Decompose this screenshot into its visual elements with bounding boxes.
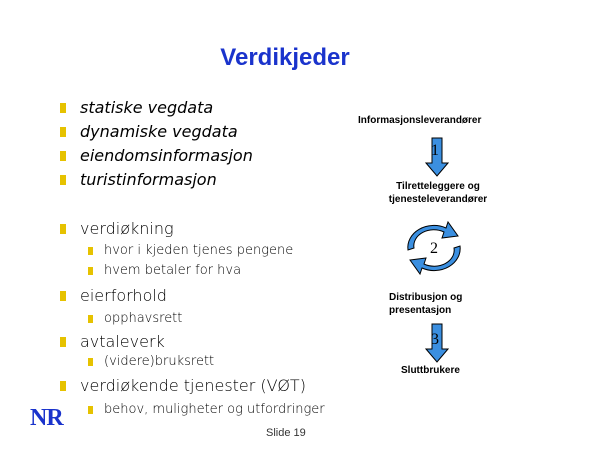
sub-list-item: behov, muligheter og utfordringer — [104, 402, 325, 417]
sub-list-item: opphavsrett — [104, 311, 183, 326]
step-number: 2 — [430, 240, 438, 257]
slide-title: Verdikjeder — [220, 44, 350, 71]
bullet-icon — [88, 247, 93, 255]
list-item: eierforhold — [80, 286, 167, 305]
list-item: eiendomsinformasjon — [80, 146, 253, 165]
step-number: 3 — [431, 331, 439, 348]
sub-list-item: (videre)bruksrett — [104, 354, 215, 369]
list-item: dynamiske vegdata — [80, 122, 238, 141]
bullet-icon — [88, 267, 93, 275]
diagram-label-end-users: Sluttbrukere — [401, 365, 460, 376]
bullet-icon — [60, 103, 66, 113]
list-item: statiske vegdata — [80, 98, 214, 117]
bullet-icon — [60, 291, 66, 301]
list-item: verdiøkende tjenester (VØT) — [80, 376, 306, 395]
diagram-label-distribution: Distribusjon og presentasjon — [389, 292, 463, 316]
list-item: avtaleverk — [80, 332, 165, 351]
list-item: verdiøkning — [80, 219, 174, 238]
bullet-icon — [60, 151, 66, 161]
diagram-label-providers: Informasjonsleverandører — [358, 115, 482, 126]
bullet-icon — [88, 315, 93, 323]
bullet-icon — [60, 381, 66, 391]
bullet-icon — [60, 224, 66, 234]
step-number: 1 — [431, 142, 439, 159]
bullet-icon — [88, 406, 93, 414]
nr-logo: NR — [30, 405, 63, 431]
bullet-icon — [60, 337, 66, 347]
sub-list-item: hvem betaler for hva — [104, 263, 242, 278]
list-item: turistinformasjon — [80, 170, 217, 189]
bullet-icon — [60, 175, 66, 185]
bullet-icon — [88, 358, 93, 366]
slide-number: Slide 19 — [266, 427, 306, 439]
diagram-label-facilitators: Tilretteleggere og tjenesteleverandører — [388, 181, 488, 205]
sub-list-item: hvor i kjeden tjenes pengene — [104, 243, 294, 258]
bullet-icon — [60, 127, 66, 137]
